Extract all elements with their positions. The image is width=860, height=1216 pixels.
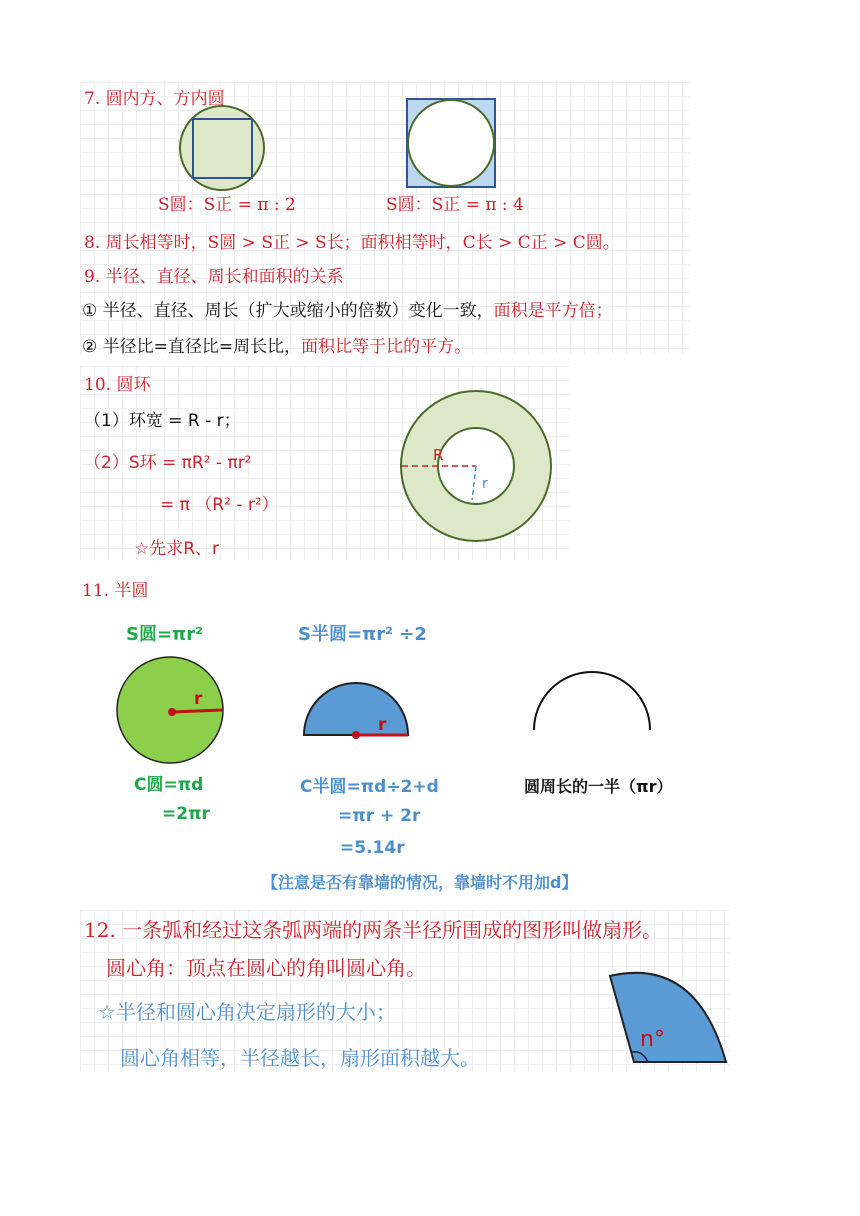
sector-definition: 12. 一条弧和经过这条弧两端的两条半径所围成的图形叫做扇形。 [84,918,663,942]
circle-radius-label: r [194,689,203,709]
square-with-inscribed-circle-diagram [406,98,498,190]
half-circle-arc [534,672,650,730]
semicircle-radius-label: r [378,715,387,735]
ratio-square-circle: S圆：S正 = π : 4 [386,195,524,215]
ring-diagram [400,390,556,546]
line-1-black-text: ① 半径、直径、周长（扩大或缩小的倍数）变化一致， [82,301,494,321]
arc-label: 圆周长的一半（πr） [524,777,673,796]
circle-radius-line [172,710,222,712]
line-2-black-text: ② 半径比=直径比=周长比， [82,337,302,357]
circle-center-dot [168,708,176,716]
sector-star-line: ☆半径和圆心角决定扇形的大小； [98,1000,396,1024]
circle-perimeter-line-1: C圆=πd [134,775,204,795]
ring-item-2: （2）S环 = πR² - πr² [84,453,252,473]
section-10-heading: 10. 圆环 [84,375,151,395]
angle-label: n° [640,1027,665,1052]
wall-note: 【注意是否有靠墙的情况，靠墙时不用加d】 [262,873,578,892]
section-9-line-1 [82,296,613,321]
semicircle-center-dot [352,731,360,739]
sector-comparison: 圆心角相等，半径越长，扇形面积越大。 [120,1046,480,1070]
ratio-circle-square: S圆：S正 = π : 2 [158,195,296,215]
sector-diagram [606,966,730,1066]
semicircle-area-formula: S半圆=πr² ÷2 [298,624,427,645]
inscribed-circle [408,100,494,186]
section-8-text: 8. 周长相等时，S圆 > S正 > S长；面积相等时，C长 > C正 > C圆。 [84,233,620,253]
semicircle-perimeter-line-2: =πr + 2r [338,806,421,826]
arc-diagram [530,670,656,734]
line-1-red-text: 面积是平方倍； [493,301,613,321]
ring-note: ☆先求R、r [134,539,220,559]
section-9-line-2 [82,332,471,357]
semicircle-perimeter-line-3: =5.14r [340,838,405,858]
full-circle-diagram [116,656,226,766]
blue-sector [610,973,726,1062]
circle-perimeter-line-2: =2πr [162,804,210,824]
section-11-heading: 11. 半圆 [82,581,149,601]
line-2-red-text: 面积比等于比的平方。 [301,337,472,357]
semicircle-perimeter-line-1: C半圆=πd÷2+d [300,777,439,797]
central-angle-definition: 圆心角：顶点在圆心的角叫圆心角。 [106,956,426,980]
semicircle-diagram [302,676,412,740]
circle-area-formula: S圆=πr² [126,624,204,645]
inner-radius-label: r [482,476,488,492]
ring-item-2-continued: = π （R² - r²） [160,495,279,515]
ring-item-1: （1）环宽 = R - r； [84,411,241,431]
blue-semicircle [304,683,408,735]
outer-radius-label: R [433,446,444,464]
circle-with-inscribed-square-diagram [178,104,268,194]
section-9-heading: 9. 半径、直径、周长和面积的关系 [84,267,344,287]
section-7-heading: 7. 圆内方、方内圆 [84,89,225,109]
